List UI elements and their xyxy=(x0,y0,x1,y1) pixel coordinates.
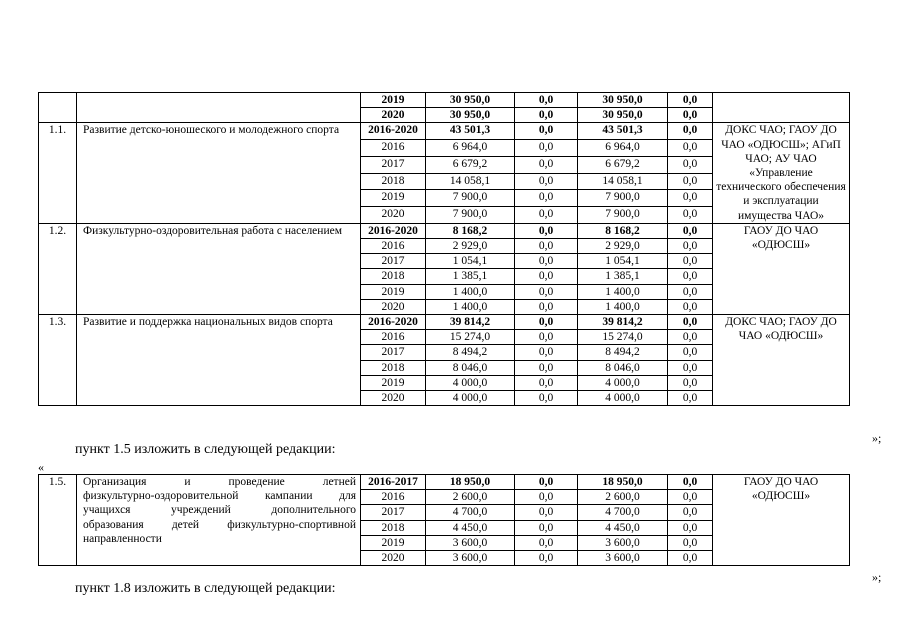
okrug-budget-cell: 3 600,0 xyxy=(578,551,668,566)
budget-table-main xyxy=(38,92,850,406)
federal-budget-cell: 0,0 xyxy=(515,223,578,238)
year-cell: 2018 xyxy=(361,360,426,375)
other-sources-cell: 0,0 xyxy=(668,108,713,123)
responsible-executor: ДОКС ЧАО; ГАОУ ДО ЧАО «ОДЮСШ»; АГиП ЧАО; АУ ЧАО «Управление технического обеспечения и эксплуатации имущества ЧАО» xyxy=(713,123,850,223)
table-row xyxy=(39,475,850,490)
okrug-budget-cell: 7 900,0 xyxy=(578,190,668,207)
table-row xyxy=(39,315,850,330)
year-cell: 2019 xyxy=(361,535,426,550)
item-title-line: образования детей физкультурно-спортивной xyxy=(83,518,356,531)
federal-budget-cell: 0,0 xyxy=(515,123,578,140)
okrug-budget-cell: 2 929,0 xyxy=(578,239,668,254)
year-cell: 2016 xyxy=(361,140,426,157)
other-sources-cell: 0,0 xyxy=(668,330,713,345)
okrug-budget-cell: 18 950,0 xyxy=(578,475,668,490)
total-cell: 6 964,0 xyxy=(426,140,515,157)
total-cell: 4 000,0 xyxy=(426,391,515,406)
other-sources-cell: 0,0 xyxy=(668,156,713,173)
other-sources-cell: 0,0 xyxy=(668,284,713,299)
year-cell: 2016 xyxy=(361,330,426,345)
total-cell: 7 900,0 xyxy=(426,207,515,224)
okrug-budget-cell: 3 600,0 xyxy=(578,535,668,550)
other-sources-cell: 0,0 xyxy=(668,299,713,314)
total-cell: 4 000,0 xyxy=(426,375,515,390)
federal-budget-cell: 0,0 xyxy=(515,360,578,375)
total-cell: 2 600,0 xyxy=(426,490,515,505)
federal-budget-cell: 0,0 xyxy=(515,140,578,157)
year-cell: 2019 xyxy=(361,375,426,390)
item-number: 1.1. xyxy=(39,123,77,223)
year-cell: 2017 xyxy=(361,345,426,360)
okrug-budget-cell: 4 000,0 xyxy=(578,391,668,406)
federal-budget-cell: 0,0 xyxy=(515,505,578,520)
other-sources-cell: 0,0 xyxy=(668,345,713,360)
other-sources-cell: 0,0 xyxy=(668,360,713,375)
federal-budget-cell: 0,0 xyxy=(515,315,578,330)
total-cell: 8 494,2 xyxy=(426,345,515,360)
other-sources-cell: 0,0 xyxy=(668,190,713,207)
total-cell: 8 168,2 xyxy=(426,223,515,238)
other-sources-cell: 0,0 xyxy=(668,535,713,550)
item-title-line: физкультурно-оздоровительной кампании для xyxy=(83,490,356,503)
year-cell: 2018 xyxy=(361,173,426,190)
okrug-budget-cell: 30 950,0 xyxy=(578,108,668,123)
budget-table-item-1-5 xyxy=(38,474,850,566)
total-cell: 2 929,0 xyxy=(426,239,515,254)
year-cell: 2016-2020 xyxy=(361,123,426,140)
federal-budget-cell: 0,0 xyxy=(515,475,578,490)
okrug-budget-cell: 1 054,1 xyxy=(578,254,668,269)
federal-budget-cell: 0,0 xyxy=(515,391,578,406)
total-cell: 1 400,0 xyxy=(426,284,515,299)
other-sources-cell: 0,0 xyxy=(668,123,713,140)
okrug-budget-cell: 1 400,0 xyxy=(578,299,668,314)
federal-budget-cell: 0,0 xyxy=(515,551,578,566)
table-row xyxy=(39,223,850,238)
other-sources-cell: 0,0 xyxy=(668,239,713,254)
item-title: Физкультурно-оздоровительная работа с населением xyxy=(77,223,361,314)
other-sources-cell: 0,0 xyxy=(668,207,713,224)
total-cell: 4 450,0 xyxy=(426,520,515,535)
federal-budget-cell: 0,0 xyxy=(515,490,578,505)
federal-budget-cell: 0,0 xyxy=(515,330,578,345)
okrug-budget-cell: 15 274,0 xyxy=(578,330,668,345)
year-cell: 2020 xyxy=(361,299,426,314)
okrug-budget-cell: 30 950,0 xyxy=(578,93,668,108)
federal-budget-cell: 0,0 xyxy=(515,345,578,360)
okrug-budget-cell: 43 501,3 xyxy=(578,123,668,140)
year-cell: 2018 xyxy=(361,520,426,535)
other-sources-cell: 0,0 xyxy=(668,391,713,406)
responsible-executor: ГАОУ ДО ЧАО «ОДЮСШ» xyxy=(713,223,850,314)
okrug-budget-cell: 4 000,0 xyxy=(578,375,668,390)
item-title xyxy=(77,475,361,566)
other-sources-cell: 0,0 xyxy=(668,375,713,390)
okrug-budget-cell: 6 964,0 xyxy=(578,140,668,157)
federal-budget-cell: 0,0 xyxy=(515,190,578,207)
year-cell: 2016 xyxy=(361,239,426,254)
total-cell: 3 600,0 xyxy=(426,535,515,550)
year-cell: 2017 xyxy=(361,156,426,173)
total-cell: 43 501,3 xyxy=(426,123,515,140)
federal-budget-cell: 0,0 xyxy=(515,375,578,390)
total-cell: 39 814,2 xyxy=(426,315,515,330)
okrug-budget-cell: 8 046,0 xyxy=(578,360,668,375)
responsible-executor: ДОКС ЧАО; ГАОУ ДО ЧАО «ОДЮСШ» xyxy=(713,315,850,406)
okrug-budget-cell: 4 450,0 xyxy=(578,520,668,535)
item-title: Развитие и поддержка национальных видов спорта xyxy=(77,315,361,406)
opening-quote: « xyxy=(38,460,44,474)
other-sources-cell: 0,0 xyxy=(668,254,713,269)
item-title-line: учащихся учреждений дополнительного xyxy=(83,504,356,517)
total-cell: 6 679,2 xyxy=(426,156,515,173)
federal-budget-cell: 0,0 xyxy=(515,254,578,269)
total-cell: 30 950,0 xyxy=(426,93,515,108)
year-cell: 2020 xyxy=(361,551,426,566)
total-cell: 8 046,0 xyxy=(426,360,515,375)
total-cell: 1 385,1 xyxy=(426,269,515,284)
total-cell: 1 054,1 xyxy=(426,254,515,269)
number-cell-blank xyxy=(39,93,77,123)
item-number: 1.5. xyxy=(39,475,77,566)
year-cell: 2020 xyxy=(361,207,426,224)
federal-budget-cell: 0,0 xyxy=(515,299,578,314)
responsible-cell-blank xyxy=(713,93,850,123)
year-cell: 2016-2020 xyxy=(361,223,426,238)
federal-budget-cell: 0,0 xyxy=(515,535,578,550)
okrug-budget-cell: 1 400,0 xyxy=(578,284,668,299)
paragraph-instruction: пункт 1.5 изложить в следующей редакции: xyxy=(75,442,336,457)
federal-budget-cell: 0,0 xyxy=(515,173,578,190)
federal-budget-cell: 0,0 xyxy=(515,93,578,108)
okrug-budget-cell: 1 385,1 xyxy=(578,269,668,284)
federal-budget-cell: 0,0 xyxy=(515,284,578,299)
total-cell: 14 058,1 xyxy=(426,173,515,190)
federal-budget-cell: 0,0 xyxy=(515,207,578,224)
year-cell: 2016 xyxy=(361,490,426,505)
okrug-budget-cell: 39 814,2 xyxy=(578,315,668,330)
paragraph-instruction: пункт 1.8 изложить в следующей редакции: xyxy=(75,581,336,596)
total-cell: 4 700,0 xyxy=(426,505,515,520)
year-cell: 2017 xyxy=(361,254,426,269)
year-cell: 2019 xyxy=(361,284,426,299)
year-cell: 2020 xyxy=(361,108,426,123)
okrug-budget-cell: 6 679,2 xyxy=(578,156,668,173)
federal-budget-cell: 0,0 xyxy=(515,239,578,254)
total-cell: 3 600,0 xyxy=(426,551,515,566)
other-sources-cell: 0,0 xyxy=(668,269,713,284)
item-number: 1.3. xyxy=(39,315,77,406)
other-sources-cell: 0,0 xyxy=(668,505,713,520)
federal-budget-cell: 0,0 xyxy=(515,520,578,535)
item-title-line: Организация и проведение летней xyxy=(83,476,356,488)
item-title-line: направленности xyxy=(83,532,162,545)
federal-budget-cell: 0,0 xyxy=(515,269,578,284)
year-cell: 2016-2017 xyxy=(361,475,426,490)
okrug-budget-cell: 2 600,0 xyxy=(578,490,668,505)
other-sources-cell: 0,0 xyxy=(668,173,713,190)
title-cell-blank xyxy=(77,93,361,123)
year-cell: 2020 xyxy=(361,391,426,406)
okrug-budget-cell: 4 700,0 xyxy=(578,505,668,520)
table-row xyxy=(39,123,850,140)
other-sources-cell: 0,0 xyxy=(668,475,713,490)
total-cell: 15 274,0 xyxy=(426,330,515,345)
year-cell: 2017 xyxy=(361,505,426,520)
total-cell: 18 950,0 xyxy=(426,475,515,490)
total-cell: 7 900,0 xyxy=(426,190,515,207)
closing-quote: »; xyxy=(872,570,882,584)
item-number: 1.2. xyxy=(39,223,77,314)
federal-budget-cell: 0,0 xyxy=(515,156,578,173)
other-sources-cell: 0,0 xyxy=(668,315,713,330)
other-sources-cell: 0,0 xyxy=(668,490,713,505)
item-title: Развитие детско-юношеского и молодежного спорта xyxy=(77,123,361,223)
okrug-budget-cell: 8 168,2 xyxy=(578,223,668,238)
table-row xyxy=(39,93,850,108)
other-sources-cell: 0,0 xyxy=(668,93,713,108)
total-cell: 1 400,0 xyxy=(426,299,515,314)
okrug-budget-cell: 7 900,0 xyxy=(578,207,668,224)
total-cell: 30 950,0 xyxy=(426,108,515,123)
closing-quote: »; xyxy=(872,431,882,445)
year-cell: 2019 xyxy=(361,190,426,207)
okrug-budget-cell: 8 494,2 xyxy=(578,345,668,360)
other-sources-cell: 0,0 xyxy=(668,520,713,535)
federal-budget-cell: 0,0 xyxy=(515,108,578,123)
other-sources-cell: 0,0 xyxy=(668,223,713,238)
year-cell: 2019 xyxy=(361,93,426,108)
other-sources-cell: 0,0 xyxy=(668,140,713,157)
okrug-budget-cell: 14 058,1 xyxy=(578,173,668,190)
responsible-executor: ГАОУ ДО ЧАО «ОДЮСШ» xyxy=(713,475,850,566)
year-cell: 2018 xyxy=(361,269,426,284)
year-cell: 2016-2020 xyxy=(361,315,426,330)
other-sources-cell: 0,0 xyxy=(668,551,713,566)
